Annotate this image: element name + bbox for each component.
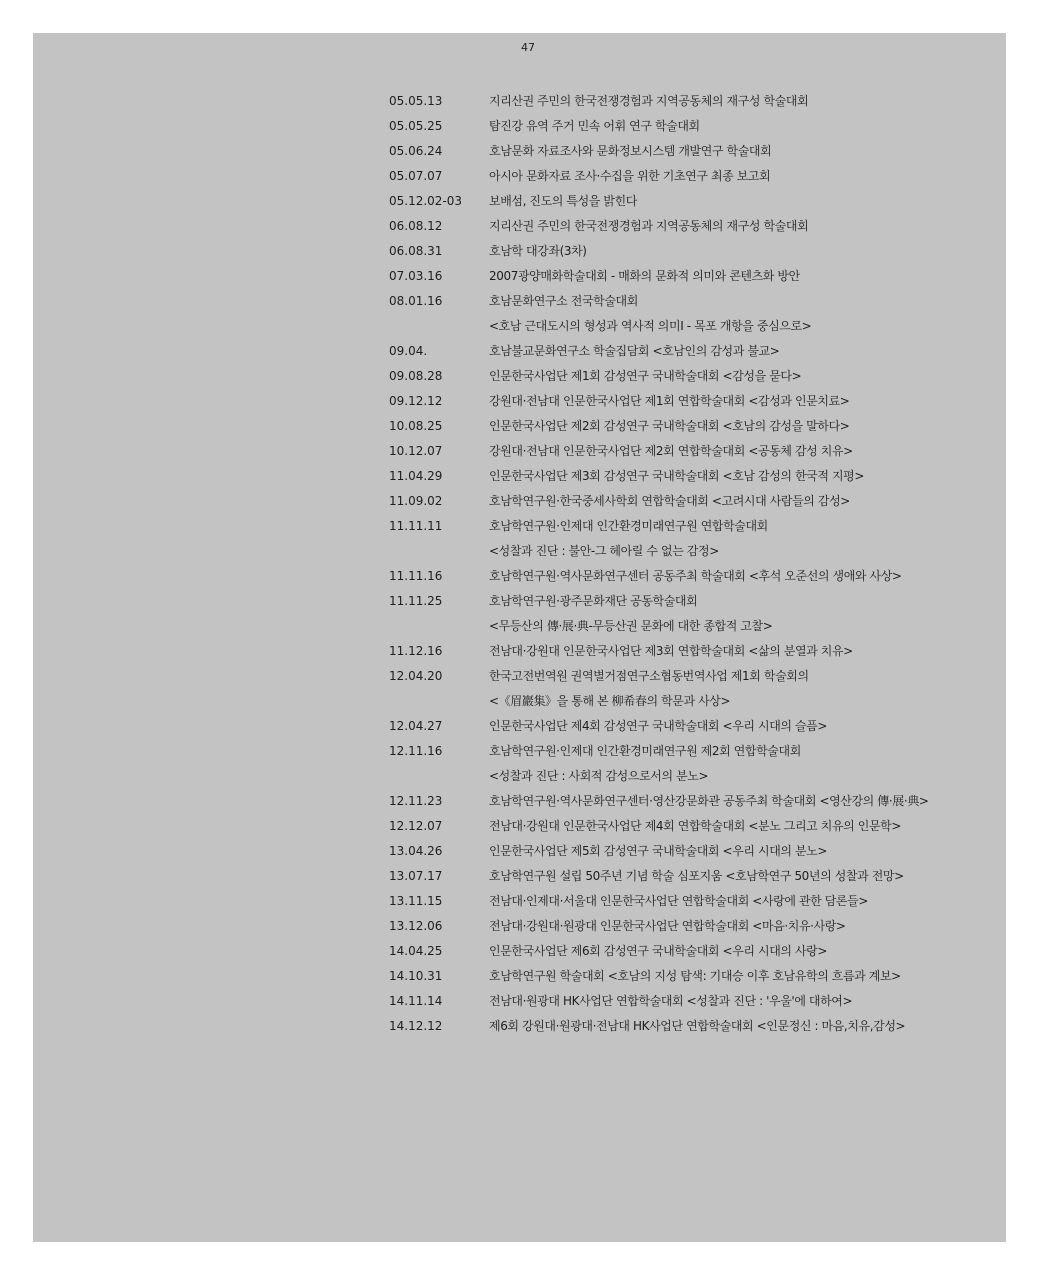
event-title: 탐진강 유역 주거 민속 어휘 연구 학술대회 <box>489 119 700 133</box>
event-date <box>389 689 489 714</box>
event-date: 11.04.29 <box>389 469 443 483</box>
event-date: 12.12.07 <box>389 819 443 833</box>
event-row <box>389 514 999 539</box>
event-row <box>389 564 999 589</box>
event-title: 호남학연구원 학술대회 <호남의 지성 탐색: 기대승 이후 호남유학의 흐름과 계보> <box>489 969 901 983</box>
event-row <box>389 289 999 314</box>
event-row <box>389 839 999 864</box>
event-row <box>389 639 999 664</box>
event-title: 한국고전번역원 권역별거점연구소협동번역사업 제1회 학술회의 <box>489 669 809 683</box>
event-date: 05.05.13 <box>389 94 443 108</box>
event-row <box>389 114 999 139</box>
page-number: 47 <box>521 41 535 54</box>
event-date: 14.04.25 <box>389 944 443 958</box>
event-row <box>389 339 999 364</box>
event-title: 인문한국사업단 제1회 감성연구 국내학술대회 <감성을 묻다> <box>489 369 802 383</box>
event-row <box>389 314 999 339</box>
event-date: 05.06.24 <box>389 144 443 158</box>
event-title: 호남학연구원 설립 50주년 기념 학술 심포지움 <호남학연구 50년의 성찰과 전망> <box>489 869 904 883</box>
event-title: 호남문화연구소 전국학술대회 <box>489 294 638 308</box>
event-title: 아시아 문화자료 조사·수집을 위한 기초연구 최종 보고회 <box>489 169 771 183</box>
event-title: 호남학 대강좌(3차) <box>489 244 587 258</box>
event-row <box>389 439 999 464</box>
event-title: 호남불교문화연구소 학술집담회 <호남인의 감성과 불교> <box>489 344 780 358</box>
event-date <box>389 314 489 339</box>
event-date <box>389 539 489 564</box>
event-row <box>389 414 999 439</box>
event-row <box>389 864 999 889</box>
event-title: 인문한국사업단 제6회 감성연구 국내학술대회 <우리 시대의 사랑> <box>489 944 828 958</box>
event-title: 제6회 강원대·원광대·전남대 HK사업단 연합학술대회 <인문정신 : 마음,치유,감성> <box>489 1019 906 1033</box>
event-row <box>389 789 999 814</box>
event-row <box>389 139 999 164</box>
event-title: 호남학연구원·역사문화연구센터 공동주최 학술대회 <후석 오준선의 생애와 사상> <box>489 569 902 583</box>
event-title: 지리산권 주민의 한국전쟁경험과 지역공동체의 재구성 학술대회 <box>489 94 809 108</box>
event-date: 09.08.28 <box>389 369 443 383</box>
event-row <box>389 889 999 914</box>
event-date: 11.12.16 <box>389 644 443 658</box>
event-date: 11.11.25 <box>389 594 443 608</box>
event-row <box>389 189 999 214</box>
event-title: 강원대·전남대 인문한국사업단 제1회 연합학술대회 <감성과 인문치료> <box>489 394 850 408</box>
event-row <box>389 664 999 689</box>
event-row <box>389 464 999 489</box>
event-title: <무등산의 傳·展·典-무등산권 문화에 대한 종합적 고찰> <box>489 619 773 633</box>
event-row <box>389 714 999 739</box>
event-row <box>389 1014 999 1039</box>
event-row <box>389 739 999 764</box>
event-title: <성찰과 진단 : 불안-그 헤아릴 수 없는 감정> <box>489 544 719 558</box>
event-date <box>389 764 489 789</box>
event-date: 09.12.12 <box>389 394 443 408</box>
event-row <box>389 614 999 639</box>
event-title: 전남대·인제대·서울대 인문한국사업단 연합학술대회 <사랑에 관한 담론들> <box>489 894 868 908</box>
event-title: 인문한국사업단 제2회 감성연구 국내학술대회 <호남의 감성을 말하다> <box>489 419 850 433</box>
event-row <box>389 764 999 789</box>
event-title: 인문한국사업단 제5회 감성연구 국내학술대회 <우리 시대의 분노> <box>489 844 828 858</box>
event-row <box>389 689 999 714</box>
event-row <box>389 389 999 414</box>
event-date: 11.11.11 <box>389 519 443 533</box>
event-title: 강원대·전남대 인문한국사업단 제2회 연합학술대회 <공동체 감성 치유> <box>489 444 853 458</box>
event-title: 전남대·강원대 인문한국사업단 제4회 연합학술대회 <분노 그리고 치유의 인문학> <box>489 819 902 833</box>
event-date: 13.12.06 <box>389 919 443 933</box>
event-date: 07.03.16 <box>389 269 443 283</box>
event-title: 지리산권 주민의 한국전쟁경험과 지역공동체의 재구성 학술대회 <box>489 219 809 233</box>
event-row <box>389 964 999 989</box>
event-row <box>389 489 999 514</box>
event-date: 06.08.31 <box>389 244 443 258</box>
event-date: 05.05.25 <box>389 119 443 133</box>
event-row <box>389 264 999 289</box>
event-row <box>389 364 999 389</box>
event-date: 10.08.25 <box>389 419 443 433</box>
event-date: 12.11.23 <box>389 794 443 808</box>
event-date: 13.07.17 <box>389 869 443 883</box>
event-date: 11.11.16 <box>389 569 443 583</box>
event-title: 호남학연구원·역사문화연구센터·영산강문화관 공동주최 학술대회 <영산강의 傳·展·典> <box>489 794 929 808</box>
event-title: 2007광양매화학술대회 - 매화의 문화적 의미와 콘텐츠화 방안 <box>489 269 800 283</box>
event-date: 08.01.16 <box>389 294 443 308</box>
event-title: 호남학연구원·인제대 인간환경미래연구원 제2회 연합학술대회 <box>489 744 801 758</box>
event-row <box>389 89 999 114</box>
event-date: 13.11.15 <box>389 894 443 908</box>
event-title: <《眉巖集》을 통해 본 柳希春의 학문과 사상> <box>489 694 731 708</box>
event-date: 14.12.12 <box>389 1019 443 1033</box>
event-date: 11.09.02 <box>389 494 443 508</box>
event-row <box>389 164 999 189</box>
event-date: 09.04. <box>389 344 428 358</box>
document-page <box>33 33 1006 1242</box>
event-date: 12.11.16 <box>389 744 443 758</box>
event-row <box>389 239 999 264</box>
event-title: <호남 근대도시의 형성과 역사적 의미Ⅰ - 목포 개항을 중심으로> <box>489 319 812 333</box>
event-title: 보배섬, 진도의 특성을 밝힌다 <box>489 194 637 208</box>
event-date: 14.11.14 <box>389 994 443 1008</box>
event-date: 10.12.07 <box>389 444 443 458</box>
event-title: 인문한국사업단 제3회 감성연구 국내학술대회 <호남 감성의 한국적 지평> <box>489 469 865 483</box>
event-date <box>389 614 489 639</box>
event-title: 인문한국사업단 제4회 감성연구 국내학술대회 <우리 시대의 슬픔> <box>489 719 828 733</box>
event-row <box>389 814 999 839</box>
event-title: <성찰과 진단 : 사회적 감성으로서의 분노> <box>489 769 709 783</box>
event-date: 14.10.31 <box>389 969 443 983</box>
event-row <box>389 589 999 614</box>
event-row <box>389 939 999 964</box>
event-date: 12.04.20 <box>389 669 443 683</box>
event-title: 호남학연구원·한국중세사학회 연합학술대회 <고려시대 사람들의 감성> <box>489 494 850 508</box>
event-list <box>389 89 999 1039</box>
event-title: 호남문화 자료조사와 문화정보시스템 개발연구 학술대회 <box>489 144 772 158</box>
event-date: 05.12.02-03 <box>389 194 463 208</box>
event-title: 전남대·원광대 HK사업단 연합학술대회 <성찰과 진단 : '우울'에 대하여> <box>489 994 853 1008</box>
event-row <box>389 539 999 564</box>
event-title: 호남학연구원·인제대 인간환경미래연구원 연합학술대회 <box>489 519 768 533</box>
event-date: 05.07.07 <box>389 169 443 183</box>
event-title: 전남대·강원대·원광대 인문한국사업단 연합학술대회 <마음·치유·사랑> <box>489 919 846 933</box>
event-row <box>389 214 999 239</box>
event-row <box>389 914 999 939</box>
event-title: 전남대·강원대 인문한국사업단 제3회 연합학술대회 <삶의 분열과 치유> <box>489 644 853 658</box>
event-date: 06.08.12 <box>389 219 443 233</box>
event-row <box>389 989 999 1014</box>
event-date: 12.04.27 <box>389 719 443 733</box>
event-date: 13.04.26 <box>389 844 443 858</box>
event-title: 호남학연구원·광주문화재단 공동학술대회 <box>489 594 698 608</box>
